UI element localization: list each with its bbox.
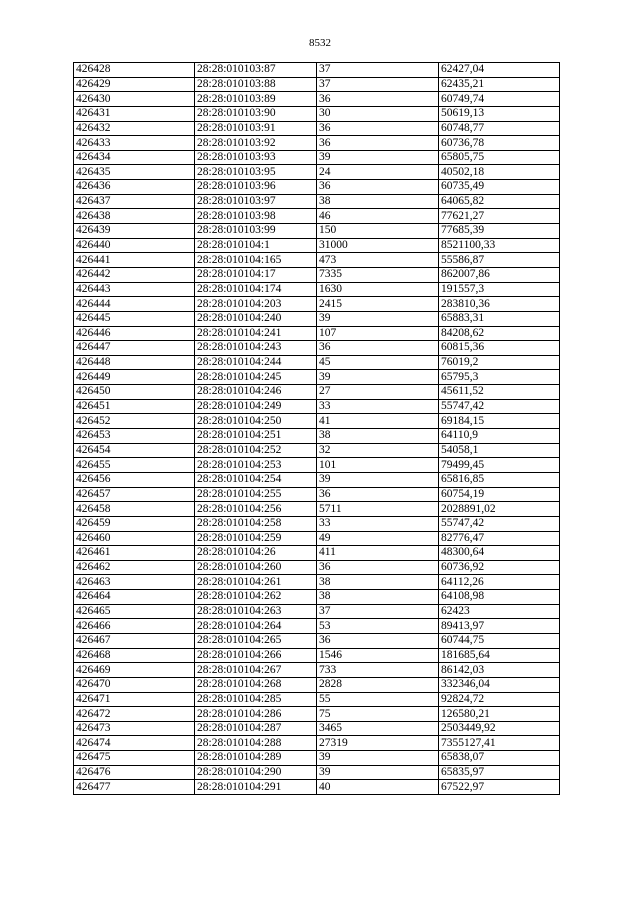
area-cell: 36: [317, 92, 439, 107]
table-row: [74, 780, 560, 795]
row-id-cell: 426466: [74, 619, 195, 634]
cadastral-number-cell: 28:28:010104:165: [195, 253, 317, 268]
row-id-cell: 426464: [74, 590, 195, 605]
area-cell: 3465: [317, 721, 439, 736]
table-row: [74, 721, 560, 736]
table-row: [74, 443, 560, 458]
value-cell: 332346,04: [439, 677, 560, 692]
cadastral-number-cell: 28:28:010104:255: [195, 487, 317, 502]
cadastral-number-cell: 28:28:010104:241: [195, 326, 317, 341]
row-id-cell: 426435: [74, 165, 195, 180]
area-cell: 37: [317, 604, 439, 619]
table-row: [74, 341, 560, 356]
area-cell: 53: [317, 619, 439, 634]
table-row: [74, 751, 560, 766]
area-cell: 24: [317, 165, 439, 180]
table-row: [74, 736, 560, 751]
cadastral-number-cell: 28:28:010104:287: [195, 721, 317, 736]
area-cell: 33: [317, 516, 439, 531]
cadastral-number-cell: 28:28:010104:263: [195, 604, 317, 619]
value-cell: 40502,18: [439, 165, 560, 180]
cadastral-number-cell: 28:28:010104:17: [195, 267, 317, 282]
row-id-cell: 426467: [74, 633, 195, 648]
row-id-cell: 426445: [74, 311, 195, 326]
area-cell: 39: [317, 150, 439, 165]
area-cell: 411: [317, 546, 439, 561]
table-row: [74, 692, 560, 707]
row-id-cell: 426429: [74, 77, 195, 92]
cadastral-number-cell: 28:28:010104:264: [195, 619, 317, 634]
cadastral-number-cell: 28:28:010104:265: [195, 633, 317, 648]
table-row: [74, 385, 560, 400]
area-cell: 27319: [317, 736, 439, 751]
row-id-cell: 426472: [74, 707, 195, 722]
row-id-cell: 426477: [74, 780, 195, 795]
table-row: [74, 77, 560, 92]
table-row: [74, 546, 560, 561]
row-id-cell: 426453: [74, 429, 195, 444]
cadastral-number-cell: 28:28:010104:267: [195, 663, 317, 678]
table-row: [74, 121, 560, 136]
table-row: [74, 707, 560, 722]
area-cell: 150: [317, 224, 439, 239]
row-id-cell: 426471: [74, 692, 195, 707]
value-cell: 89413,97: [439, 619, 560, 634]
row-id-cell: 426470: [74, 677, 195, 692]
value-cell: 55586,87: [439, 253, 560, 268]
row-id-cell: 426465: [74, 604, 195, 619]
area-cell: 75: [317, 707, 439, 722]
row-id-cell: 426452: [74, 414, 195, 429]
table-row: [74, 92, 560, 107]
table-row: [74, 677, 560, 692]
area-cell: 49: [317, 531, 439, 546]
page-number: 8532: [309, 37, 331, 49]
cadastral-number-cell: 28:28:010104:262: [195, 590, 317, 605]
row-id-cell: 426468: [74, 648, 195, 663]
cadastral-number-cell: 28:28:010104:203: [195, 297, 317, 312]
cadastral-number-cell: 28:28:010104:240: [195, 311, 317, 326]
value-cell: 64108,98: [439, 590, 560, 605]
row-id-cell: 426443: [74, 282, 195, 297]
row-id-cell: 426431: [74, 106, 195, 121]
value-cell: 126580,21: [439, 707, 560, 722]
area-cell: 33: [317, 399, 439, 414]
data-table: [73, 62, 560, 795]
table-row: [74, 267, 560, 282]
cadastral-number-cell: 28:28:010104:289: [195, 751, 317, 766]
value-cell: 62423: [439, 604, 560, 619]
value-cell: 55747,42: [439, 516, 560, 531]
area-cell: 36: [317, 180, 439, 195]
value-cell: 77621,27: [439, 209, 560, 224]
area-cell: 31000: [317, 238, 439, 253]
value-cell: 60754,19: [439, 487, 560, 502]
area-cell: 38: [317, 194, 439, 209]
value-cell: 48300,64: [439, 546, 560, 561]
area-cell: 36: [317, 121, 439, 136]
table-row: [74, 180, 560, 195]
cadastral-number-cell: 28:28:010104:266: [195, 648, 317, 663]
row-id-cell: 426474: [74, 736, 195, 751]
value-cell: 60815,36: [439, 341, 560, 356]
area-cell: 473: [317, 253, 439, 268]
value-cell: 2503449,92: [439, 721, 560, 736]
value-cell: 86142,03: [439, 663, 560, 678]
table-row: [74, 282, 560, 297]
row-id-cell: 426428: [74, 63, 195, 78]
value-cell: 181685,64: [439, 648, 560, 663]
table-row: [74, 604, 560, 619]
row-id-cell: 426448: [74, 355, 195, 370]
value-cell: 67522,97: [439, 780, 560, 795]
cadastral-number-cell: 28:28:010104:254: [195, 472, 317, 487]
cadastral-number-cell: 28:28:010104:291: [195, 780, 317, 795]
row-id-cell: 426476: [74, 765, 195, 780]
row-id-cell: 426473: [74, 721, 195, 736]
value-cell: 60736,92: [439, 560, 560, 575]
value-cell: 283810,36: [439, 297, 560, 312]
table-row: [74, 502, 560, 517]
table-row: [74, 63, 560, 78]
cadastral-number-cell: 28:28:010104:245: [195, 370, 317, 385]
cadastral-number-cell: 28:28:010104:1: [195, 238, 317, 253]
cadastral-number-cell: 28:28:010103:99: [195, 224, 317, 239]
row-id-cell: 426451: [74, 399, 195, 414]
row-id-cell: 426475: [74, 751, 195, 766]
row-id-cell: 426430: [74, 92, 195, 107]
area-cell: 36: [317, 633, 439, 648]
table-row: [74, 209, 560, 224]
value-cell: 62435,21: [439, 77, 560, 92]
area-cell: 36: [317, 136, 439, 151]
cadastral-number-cell: 28:28:010103:91: [195, 121, 317, 136]
row-id-cell: 426441: [74, 253, 195, 268]
area-cell: 40: [317, 780, 439, 795]
value-cell: 7355127,41: [439, 736, 560, 751]
area-cell: 1630: [317, 282, 439, 297]
value-cell: 64112,26: [439, 575, 560, 590]
area-cell: 38: [317, 429, 439, 444]
row-id-cell: 426459: [74, 516, 195, 531]
value-cell: 65883,31: [439, 311, 560, 326]
cadastral-number-cell: 28:28:010104:244: [195, 355, 317, 370]
table-row: [74, 224, 560, 239]
table-row: [74, 429, 560, 444]
cadastral-number-cell: 28:28:010103:88: [195, 77, 317, 92]
value-cell: 65805,75: [439, 150, 560, 165]
cadastral-number-cell: 28:28:010103:97: [195, 194, 317, 209]
cadastral-number-cell: 28:28:010104:261: [195, 575, 317, 590]
area-cell: 39: [317, 765, 439, 780]
area-cell: 30: [317, 106, 439, 121]
table-row: [74, 106, 560, 121]
area-cell: 2415: [317, 297, 439, 312]
table-row: [74, 165, 560, 180]
cadastral-number-cell: 28:28:010104:256: [195, 502, 317, 517]
cadastral-number-cell: 28:28:010103:95: [195, 165, 317, 180]
row-id-cell: 426446: [74, 326, 195, 341]
cadastral-number-cell: 28:28:010104:290: [195, 765, 317, 780]
area-cell: 45: [317, 355, 439, 370]
row-id-cell: 426444: [74, 297, 195, 312]
cadastral-number-cell: 28:28:010104:243: [195, 341, 317, 356]
row-id-cell: 426436: [74, 180, 195, 195]
area-cell: 39: [317, 472, 439, 487]
cadastral-number-cell: 28:28:010104:250: [195, 414, 317, 429]
cadastral-number-cell: 28:28:010104:260: [195, 560, 317, 575]
value-cell: 77685,39: [439, 224, 560, 239]
area-cell: 32: [317, 443, 439, 458]
cadastral-number-cell: 28:28:010104:249: [195, 399, 317, 414]
row-id-cell: 426460: [74, 531, 195, 546]
row-id-cell: 426463: [74, 575, 195, 590]
value-cell: 60735,49: [439, 180, 560, 195]
area-cell: 36: [317, 560, 439, 575]
cadastral-number-cell: 28:28:010104:246: [195, 385, 317, 400]
area-cell: 101: [317, 458, 439, 473]
row-id-cell: 426450: [74, 385, 195, 400]
cadastral-number-cell: 28:28:010104:251: [195, 429, 317, 444]
value-cell: 862007,86: [439, 267, 560, 282]
value-cell: 69184,15: [439, 414, 560, 429]
area-cell: 38: [317, 590, 439, 605]
row-id-cell: 426454: [74, 443, 195, 458]
cadastral-number-cell: 28:28:010104:259: [195, 531, 317, 546]
table-row: [74, 136, 560, 151]
cadastral-number-cell: 28:28:010104:268: [195, 677, 317, 692]
area-cell: 733: [317, 663, 439, 678]
area-cell: 7335: [317, 267, 439, 282]
row-id-cell: 426432: [74, 121, 195, 136]
value-cell: 65838,07: [439, 751, 560, 766]
value-cell: 65835,97: [439, 765, 560, 780]
table-row: [74, 399, 560, 414]
area-cell: 39: [317, 370, 439, 385]
cadastral-number-cell: 28:28:010104:288: [195, 736, 317, 751]
cadastral-number-cell: 28:28:010103:87: [195, 63, 317, 78]
row-id-cell: 426439: [74, 224, 195, 239]
value-cell: 54058,1: [439, 443, 560, 458]
area-cell: 107: [317, 326, 439, 341]
row-id-cell: 426457: [74, 487, 195, 502]
cadastral-number-cell: 28:28:010104:253: [195, 458, 317, 473]
area-cell: 46: [317, 209, 439, 224]
row-id-cell: 426449: [74, 370, 195, 385]
value-cell: 50619,13: [439, 106, 560, 121]
table-row: [74, 590, 560, 605]
row-id-cell: 426456: [74, 472, 195, 487]
table-row: [74, 370, 560, 385]
cadastral-number-cell: 28:28:010104:286: [195, 707, 317, 722]
cadastral-number-cell: 28:28:010103:92: [195, 136, 317, 151]
table-row: [74, 458, 560, 473]
area-cell: 41: [317, 414, 439, 429]
table-row: [74, 355, 560, 370]
area-cell: 39: [317, 751, 439, 766]
cadastral-number-cell: 28:28:010103:93: [195, 150, 317, 165]
value-cell: 64065,82: [439, 194, 560, 209]
row-id-cell: 426440: [74, 238, 195, 253]
cadastral-number-cell: 28:28:010103:90: [195, 106, 317, 121]
row-id-cell: 426437: [74, 194, 195, 209]
table-row: [74, 311, 560, 326]
cadastral-number-cell: 28:28:010103:96: [195, 180, 317, 195]
row-id-cell: 426469: [74, 663, 195, 678]
cadastral-number-cell: 28:28:010104:258: [195, 516, 317, 531]
table-body: [74, 63, 560, 795]
table-row: [74, 487, 560, 502]
table-row: [74, 326, 560, 341]
value-cell: 60736,78: [439, 136, 560, 151]
table-row: [74, 414, 560, 429]
row-id-cell: 426455: [74, 458, 195, 473]
table-row: [74, 765, 560, 780]
table-row: [74, 150, 560, 165]
row-id-cell: 426458: [74, 502, 195, 517]
table-row: [74, 575, 560, 590]
table-row: [74, 648, 560, 663]
row-id-cell: 426438: [74, 209, 195, 224]
cadastral-number-cell: 28:28:010104:252: [195, 443, 317, 458]
cadastral-number-cell: 28:28:010104:26: [195, 546, 317, 561]
value-cell: 79499,45: [439, 458, 560, 473]
table-row: [74, 663, 560, 678]
row-id-cell: 426462: [74, 560, 195, 575]
area-cell: 5711: [317, 502, 439, 517]
cadastral-number-cell: 28:28:010103:89: [195, 92, 317, 107]
table-row: [74, 560, 560, 575]
area-cell: 36: [317, 341, 439, 356]
area-cell: 2828: [317, 677, 439, 692]
table-row: [74, 194, 560, 209]
value-cell: 45611,52: [439, 385, 560, 400]
table-row: [74, 472, 560, 487]
table-row: [74, 297, 560, 312]
value-cell: 92824,72: [439, 692, 560, 707]
table-row: [74, 253, 560, 268]
value-cell: 60749,74: [439, 92, 560, 107]
value-cell: 76019,2: [439, 355, 560, 370]
area-cell: 55: [317, 692, 439, 707]
value-cell: 191557,3: [439, 282, 560, 297]
table-row: [74, 516, 560, 531]
row-id-cell: 426442: [74, 267, 195, 282]
area-cell: 27: [317, 385, 439, 400]
row-id-cell: 426433: [74, 136, 195, 151]
value-cell: 2028891,02: [439, 502, 560, 517]
area-cell: 37: [317, 77, 439, 92]
table-row: [74, 619, 560, 634]
value-cell: 62427,04: [439, 63, 560, 78]
area-cell: 39: [317, 311, 439, 326]
table-row: [74, 238, 560, 253]
value-cell: 60748,77: [439, 121, 560, 136]
value-cell: 82776,47: [439, 531, 560, 546]
value-cell: 84208,62: [439, 326, 560, 341]
row-id-cell: 426461: [74, 546, 195, 561]
area-cell: 36: [317, 487, 439, 502]
row-id-cell: 426434: [74, 150, 195, 165]
value-cell: 8521100,33: [439, 238, 560, 253]
cadastral-number-cell: 28:28:010104:174: [195, 282, 317, 297]
value-cell: 60744,75: [439, 633, 560, 648]
value-cell: 65816,85: [439, 472, 560, 487]
value-cell: 55747,42: [439, 399, 560, 414]
cadastral-number-cell: 28:28:010104:285: [195, 692, 317, 707]
value-cell: 64110,9: [439, 429, 560, 444]
area-cell: 38: [317, 575, 439, 590]
table-row: [74, 531, 560, 546]
value-cell: 65795,3: [439, 370, 560, 385]
row-id-cell: 426447: [74, 341, 195, 356]
area-cell: 37: [317, 63, 439, 78]
cadastral-number-cell: 28:28:010103:98: [195, 209, 317, 224]
table-row: [74, 633, 560, 648]
area-cell: 1546: [317, 648, 439, 663]
